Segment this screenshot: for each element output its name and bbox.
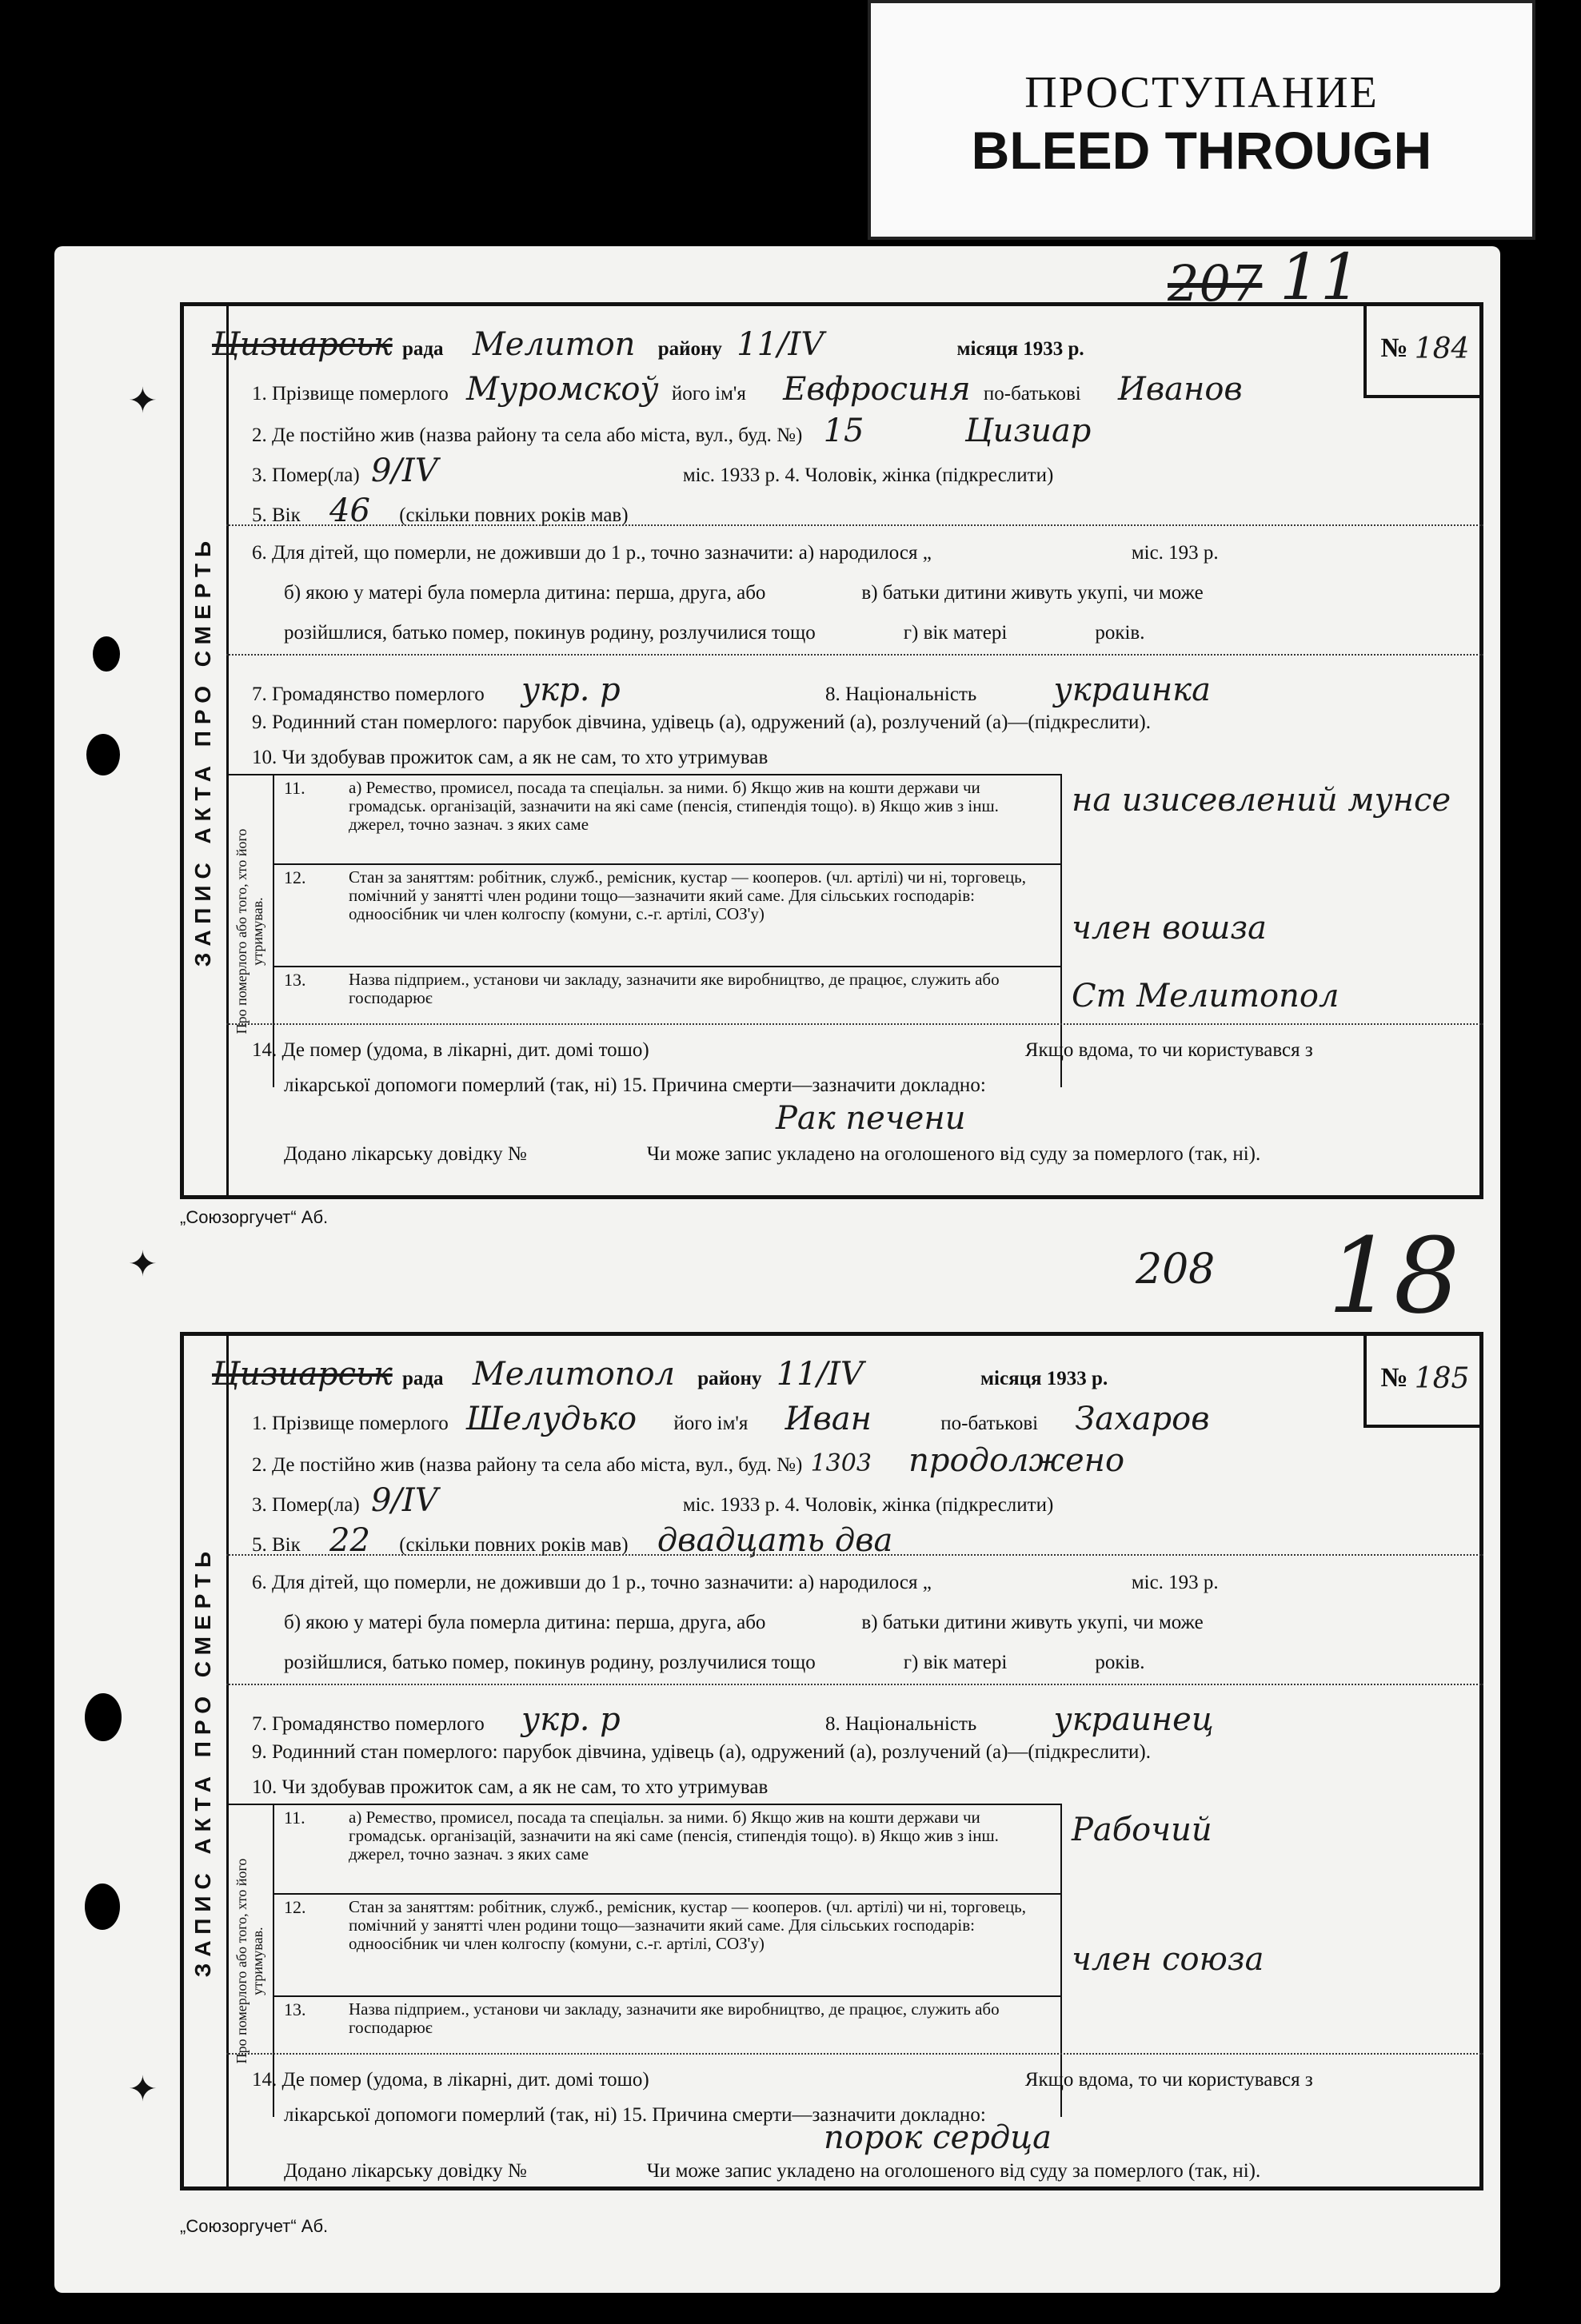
raion-name: Мелитоп bbox=[472, 326, 636, 363]
row-number: 13. bbox=[284, 1999, 306, 2019]
line-6c bbox=[284, 1652, 1145, 1674]
form-title: ЗАПИС АКТА ПРО СМЕРТЬ bbox=[190, 1545, 215, 1978]
line-6b bbox=[284, 1612, 1204, 1634]
occupation-row bbox=[273, 1805, 1060, 1895]
court-label: Чи може запис укладено на оголошеного від суду за померлого (так, ні). bbox=[646, 2160, 1261, 2182]
place-label: 14. Де помер (удома, в лікарні, дит. домі тошо) bbox=[252, 2069, 649, 2091]
surname-value: Шелудько bbox=[466, 1401, 637, 1437]
large-page-number: 18 bbox=[1327, 1215, 1460, 1337]
nationality-value: украинка bbox=[1053, 672, 1211, 708]
workplace-value: Ст Мелитопол bbox=[1072, 978, 1339, 1015]
raion-label: району bbox=[657, 338, 722, 360]
child-label: 6. Для дітей, що померли, не доживши до 1 р., точно зазначити: а) народилося „ bbox=[252, 1572, 932, 1593]
binding-mark-icon: ✦ bbox=[128, 1244, 158, 1285]
death-record-form bbox=[180, 302, 1483, 1199]
line-6a bbox=[252, 1572, 1219, 1594]
row-text: Стан за заняттям: робітник, служб., ремісник, кустар — кооперов. (чл. артілі) чи ні, торговець, помічний у занятті член родини тощо—зазначити який саме. Для сільських господарів: одноосібник чи член колгоспу (комуни, с.-г. артілі, СОЗ'у) bbox=[349, 1897, 1027, 1953]
separator bbox=[226, 1684, 1483, 1685]
first-name-value: Иван bbox=[785, 1401, 872, 1437]
line-6c bbox=[284, 622, 1145, 644]
line-16 bbox=[284, 2160, 1260, 2182]
status-row bbox=[273, 1895, 1060, 1997]
nationality-value: украинец bbox=[1053, 1701, 1214, 1738]
years-label: років. bbox=[1095, 622, 1145, 644]
form-footer: „Союзоргучет“ Аб. bbox=[180, 1207, 329, 1227]
patronymic-label: по-батькові bbox=[940, 1413, 1039, 1434]
row-text: Стан за заняттям: робітник, служб., ремісник, кустар — кооперов. (чл. артілі) чи ні, торговець, помічний у занятті член родини тощо—зазначити який саме. Для сільських господарів: одноосібник чи член колгоспу (комуни, с.-г. артілі, СОЗ'у) bbox=[349, 867, 1027, 923]
page-number: 11 bbox=[1280, 240, 1361, 314]
punch-hole bbox=[85, 1884, 120, 1930]
rada-label: рада bbox=[402, 338, 444, 360]
first-name-label: його ім'я bbox=[671, 383, 746, 405]
bleed-through-stamp bbox=[868, 0, 1535, 240]
died-label: 3. Помер(ла) bbox=[252, 1494, 360, 1516]
row-number: 13. bbox=[284, 970, 306, 990]
header-line bbox=[212, 1356, 1108, 1393]
surname-label: 1. Прізвище померлого bbox=[252, 1413, 449, 1434]
citizenship-value: укр. р bbox=[521, 1701, 621, 1738]
line-10: 10. Чи здобував прожиток сам, а як не сам, то хто утримував bbox=[252, 1776, 769, 1798]
separator bbox=[226, 1554, 1483, 1556]
death-record-form bbox=[180, 1332, 1483, 2190]
line-6a bbox=[252, 542, 1219, 564]
row-text: а) Ремество, промисел, посада та спеціальн. за ними. б) Якщо жив на кошти держави чи громадськ. організацій, зазначити на які саме (пенсія, стипендія тощо). в) Якщо жив з інш. джерел, точно зазнач. з яких саме bbox=[349, 778, 999, 834]
separator bbox=[226, 524, 1483, 526]
line-14 bbox=[252, 2069, 1313, 2091]
record-date: 11/ІV bbox=[776, 1356, 864, 1393]
binding-mark-icon: ✦ bbox=[128, 2069, 158, 2110]
certificate-label: Додано лікарську довідку № bbox=[284, 2160, 527, 2182]
village-value: Цизиар bbox=[964, 413, 1092, 449]
raion-label: району bbox=[697, 1368, 762, 1389]
rada-name: Цизиарськ bbox=[212, 326, 393, 363]
separator bbox=[226, 1023, 1483, 1025]
sex-label: міс. 1933 р. 4. Чоловік, жінка (підкреслити) bbox=[682, 1494, 1054, 1516]
age-value: 46 bbox=[329, 492, 370, 529]
parents-label: в) батьки дитини живуть укупі, чи може bbox=[861, 582, 1204, 604]
month-label: місяця 1933 р. bbox=[956, 338, 1084, 360]
nationality-label: 8. Національність bbox=[824, 1713, 977, 1735]
address-label: 2. Де постійно жив (назва району та села або міста, вул., буд. №) bbox=[252, 425, 803, 446]
home-label: Якщо вдома, то чи користувався з bbox=[1024, 1039, 1313, 1061]
side-label: Про померлого або того, хто його утримував. bbox=[234, 1858, 265, 2064]
line-3 bbox=[252, 452, 1053, 489]
cause-value: Рак печени bbox=[776, 1100, 966, 1137]
row-number: 12. bbox=[284, 1897, 306, 1917]
number-sign: № bbox=[1380, 333, 1408, 363]
line-14 bbox=[252, 1039, 1313, 1062]
page-number-mid: 208 bbox=[1136, 1246, 1216, 1294]
died-value: 9/ІV bbox=[370, 452, 438, 489]
nationality-label: 8. Національність bbox=[824, 684, 977, 705]
child-order-label: б) якою у матері була померла дитина: перша, друга, або bbox=[284, 1612, 766, 1633]
line-6b bbox=[284, 582, 1204, 604]
citizenship-label: 7. Громадянство померлого bbox=[252, 684, 485, 705]
line-2 bbox=[252, 1442, 1124, 1479]
occupation-row bbox=[273, 775, 1060, 865]
occupation-value: Рабочий bbox=[1072, 1812, 1212, 1848]
header-line bbox=[212, 326, 1084, 363]
crossed-page-number: 207 bbox=[1168, 254, 1263, 313]
citizenship-value: укр. р bbox=[521, 672, 621, 708]
house-value: 1303 bbox=[810, 1449, 872, 1477]
line-9: 9. Родинний стан померлого: парубок дівчина, удівець (а), одружений (а), розлучений (а)—(підкреслити). bbox=[252, 1741, 1151, 1763]
village-value: продолжено bbox=[908, 1442, 1125, 1479]
surname-value: Муромскоў bbox=[466, 371, 659, 408]
status-value: член союза bbox=[1072, 1941, 1264, 1978]
line-7 bbox=[252, 1701, 1214, 1738]
line-7 bbox=[252, 672, 1211, 708]
raion-name: Мелитопол bbox=[472, 1356, 675, 1393]
first-name-value: Евфросиня bbox=[783, 371, 971, 408]
line-3 bbox=[252, 1482, 1053, 1519]
sex-label: міс. 1933 р. 4. Чоловік, жінка (підкреслити) bbox=[682, 464, 1054, 486]
house-value: 15 bbox=[823, 413, 864, 449]
record-number: 185 bbox=[1414, 1361, 1470, 1395]
punch-hole bbox=[85, 1693, 122, 1741]
certificate-label: Додано лікарську довідку № bbox=[284, 1143, 527, 1165]
mother-age-label: г) вік матері bbox=[903, 622, 1008, 644]
address-label: 2. Де постійно жив (назва району та села або міста, вул., буд. №) bbox=[252, 1454, 803, 1476]
row-text: Назва підприем., установи чи закладу, зазначити яке виробництво, де працює, служить або господарює bbox=[349, 1999, 1000, 2037]
occupation-value: на изисевлений мунсе bbox=[1072, 782, 1451, 819]
stamp-line-en: BLEED THROUGH bbox=[971, 121, 1432, 180]
cause-value: порок сердца bbox=[824, 2119, 1052, 2156]
age-words: двадцать два bbox=[657, 1522, 893, 1559]
workplace-row bbox=[273, 1997, 1060, 2069]
line-1 bbox=[252, 371, 1243, 408]
rada-name: Цизиарськ bbox=[212, 1356, 393, 1393]
side-label: Про померлого або того, хто його утримував. bbox=[234, 828, 265, 1034]
status-value: член вошза bbox=[1072, 910, 1268, 947]
separator bbox=[226, 2053, 1483, 2055]
patronymic-value: Иванов bbox=[1117, 371, 1243, 408]
child-order-label: б) якою у матері була померла дитина: перша, друга, або bbox=[284, 582, 766, 604]
court-label: Чи може запис укладено на оголошеного від суду за померлого (так, ні). bbox=[646, 1143, 1261, 1165]
first-name-label: його ім'я bbox=[673, 1413, 749, 1434]
age-label: 5. Вік bbox=[252, 504, 301, 526]
age-value: 22 bbox=[329, 1522, 370, 1559]
mother-age-label: г) вік матері bbox=[903, 1652, 1008, 1673]
patronymic-value: Захаров bbox=[1075, 1401, 1210, 1437]
child-label: 6. Для дітей, що померли, не доживши до 1 р., точно зазначити: а) народилося „ bbox=[252, 542, 932, 564]
form-footer: „Союзоргучет“ Аб. bbox=[180, 2216, 329, 2236]
child-born-label: міс. 193 р. bbox=[1131, 1572, 1219, 1593]
age-label: 5. Вік bbox=[252, 1534, 301, 1556]
status-row bbox=[273, 865, 1060, 967]
row-number: 12. bbox=[284, 867, 306, 887]
place-label: 14. Де помер (удома, в лікарні, дит. домі тошо) bbox=[252, 1039, 649, 1061]
punch-hole bbox=[86, 734, 120, 775]
separator bbox=[226, 654, 1483, 656]
patronymic-label: по-батькові bbox=[983, 383, 1081, 405]
workplace-row bbox=[273, 967, 1060, 1039]
parents-status-label: розійшлися, батько помер, покинув родину, розлучилися тощо bbox=[284, 622, 816, 644]
line-2 bbox=[252, 413, 1091, 449]
line-1 bbox=[252, 1401, 1209, 1437]
record-number: 184 bbox=[1414, 332, 1470, 365]
row-number: 11. bbox=[284, 1808, 305, 1828]
age-hint: (скільки повних років мав) bbox=[399, 1534, 629, 1556]
parents-label: в) батьки дитини живуть укупі, чи може bbox=[861, 1612, 1204, 1633]
line-10: 10. Чи здобував прожиток сам, а як не сам, то хто утримував bbox=[252, 747, 769, 768]
child-born-label: міс. 193 р. bbox=[1131, 542, 1219, 564]
row-number: 11. bbox=[284, 778, 305, 798]
rada-label: рада bbox=[402, 1368, 444, 1389]
form-title: ЗАПИС АКТА ПРО СМЕРТЬ bbox=[190, 534, 215, 967]
years-label: років. bbox=[1095, 1652, 1145, 1673]
month-label: місяця 1933 р. bbox=[980, 1368, 1108, 1389]
parents-status-label: розійшлися, батько помер, покинув родину, розлучилися тощо bbox=[284, 1652, 816, 1673]
age-hint: (скільки повних років мав) bbox=[399, 504, 629, 526]
punch-hole bbox=[93, 636, 120, 672]
surname-label: 1. Прізвище померлого bbox=[252, 383, 449, 405]
record-date: 11/ІV bbox=[737, 326, 824, 363]
line-9: 9. Родинний стан померлого: парубок дівчина, удівець (а), одружений (а), розлучений (а)—(підкреслити). bbox=[252, 712, 1151, 733]
line-16 bbox=[284, 1143, 1260, 1166]
row-text: Назва підприем., установи чи закладу, зазначити яке виробництво, де працює, служить або господарює bbox=[349, 970, 1000, 1007]
record-number-box bbox=[1363, 302, 1483, 398]
died-label: 3. Помер(ла) bbox=[252, 464, 360, 486]
number-sign: № bbox=[1380, 1363, 1408, 1393]
row-text: а) Ремество, промисел, посада та спеціальн. за ними. б) Якщо жив на кошти держави чи громадськ. організацій, зазначити на які саме (пенсія, стипендія тощо). в) Якщо жив з інш. джерел, точно зазнач. з яких саме bbox=[349, 1808, 999, 1864]
line-15: лікарської допомоги померлий (так, ні) 15. Причина смерти—зазначити докладно: bbox=[284, 1074, 986, 1096]
record-number-box bbox=[1363, 1332, 1483, 1428]
form-title-rail bbox=[180, 302, 229, 1199]
form-title-rail bbox=[180, 1332, 229, 2190]
died-value: 9/ІV bbox=[370, 1482, 438, 1519]
home-label: Якщо вдома, то чи користувався з bbox=[1024, 2069, 1313, 2091]
line-15: лікарської допомоги померлий (так, ні) 15. Причина смерти—зазначити докладно: bbox=[284, 2104, 986, 2126]
binding-mark-icon: ✦ bbox=[128, 381, 158, 421]
stamp-line-ru: ПРОСТУПАНИЕ bbox=[1024, 68, 1379, 118]
citizenship-label: 7. Громадянство померлого bbox=[252, 1713, 485, 1735]
